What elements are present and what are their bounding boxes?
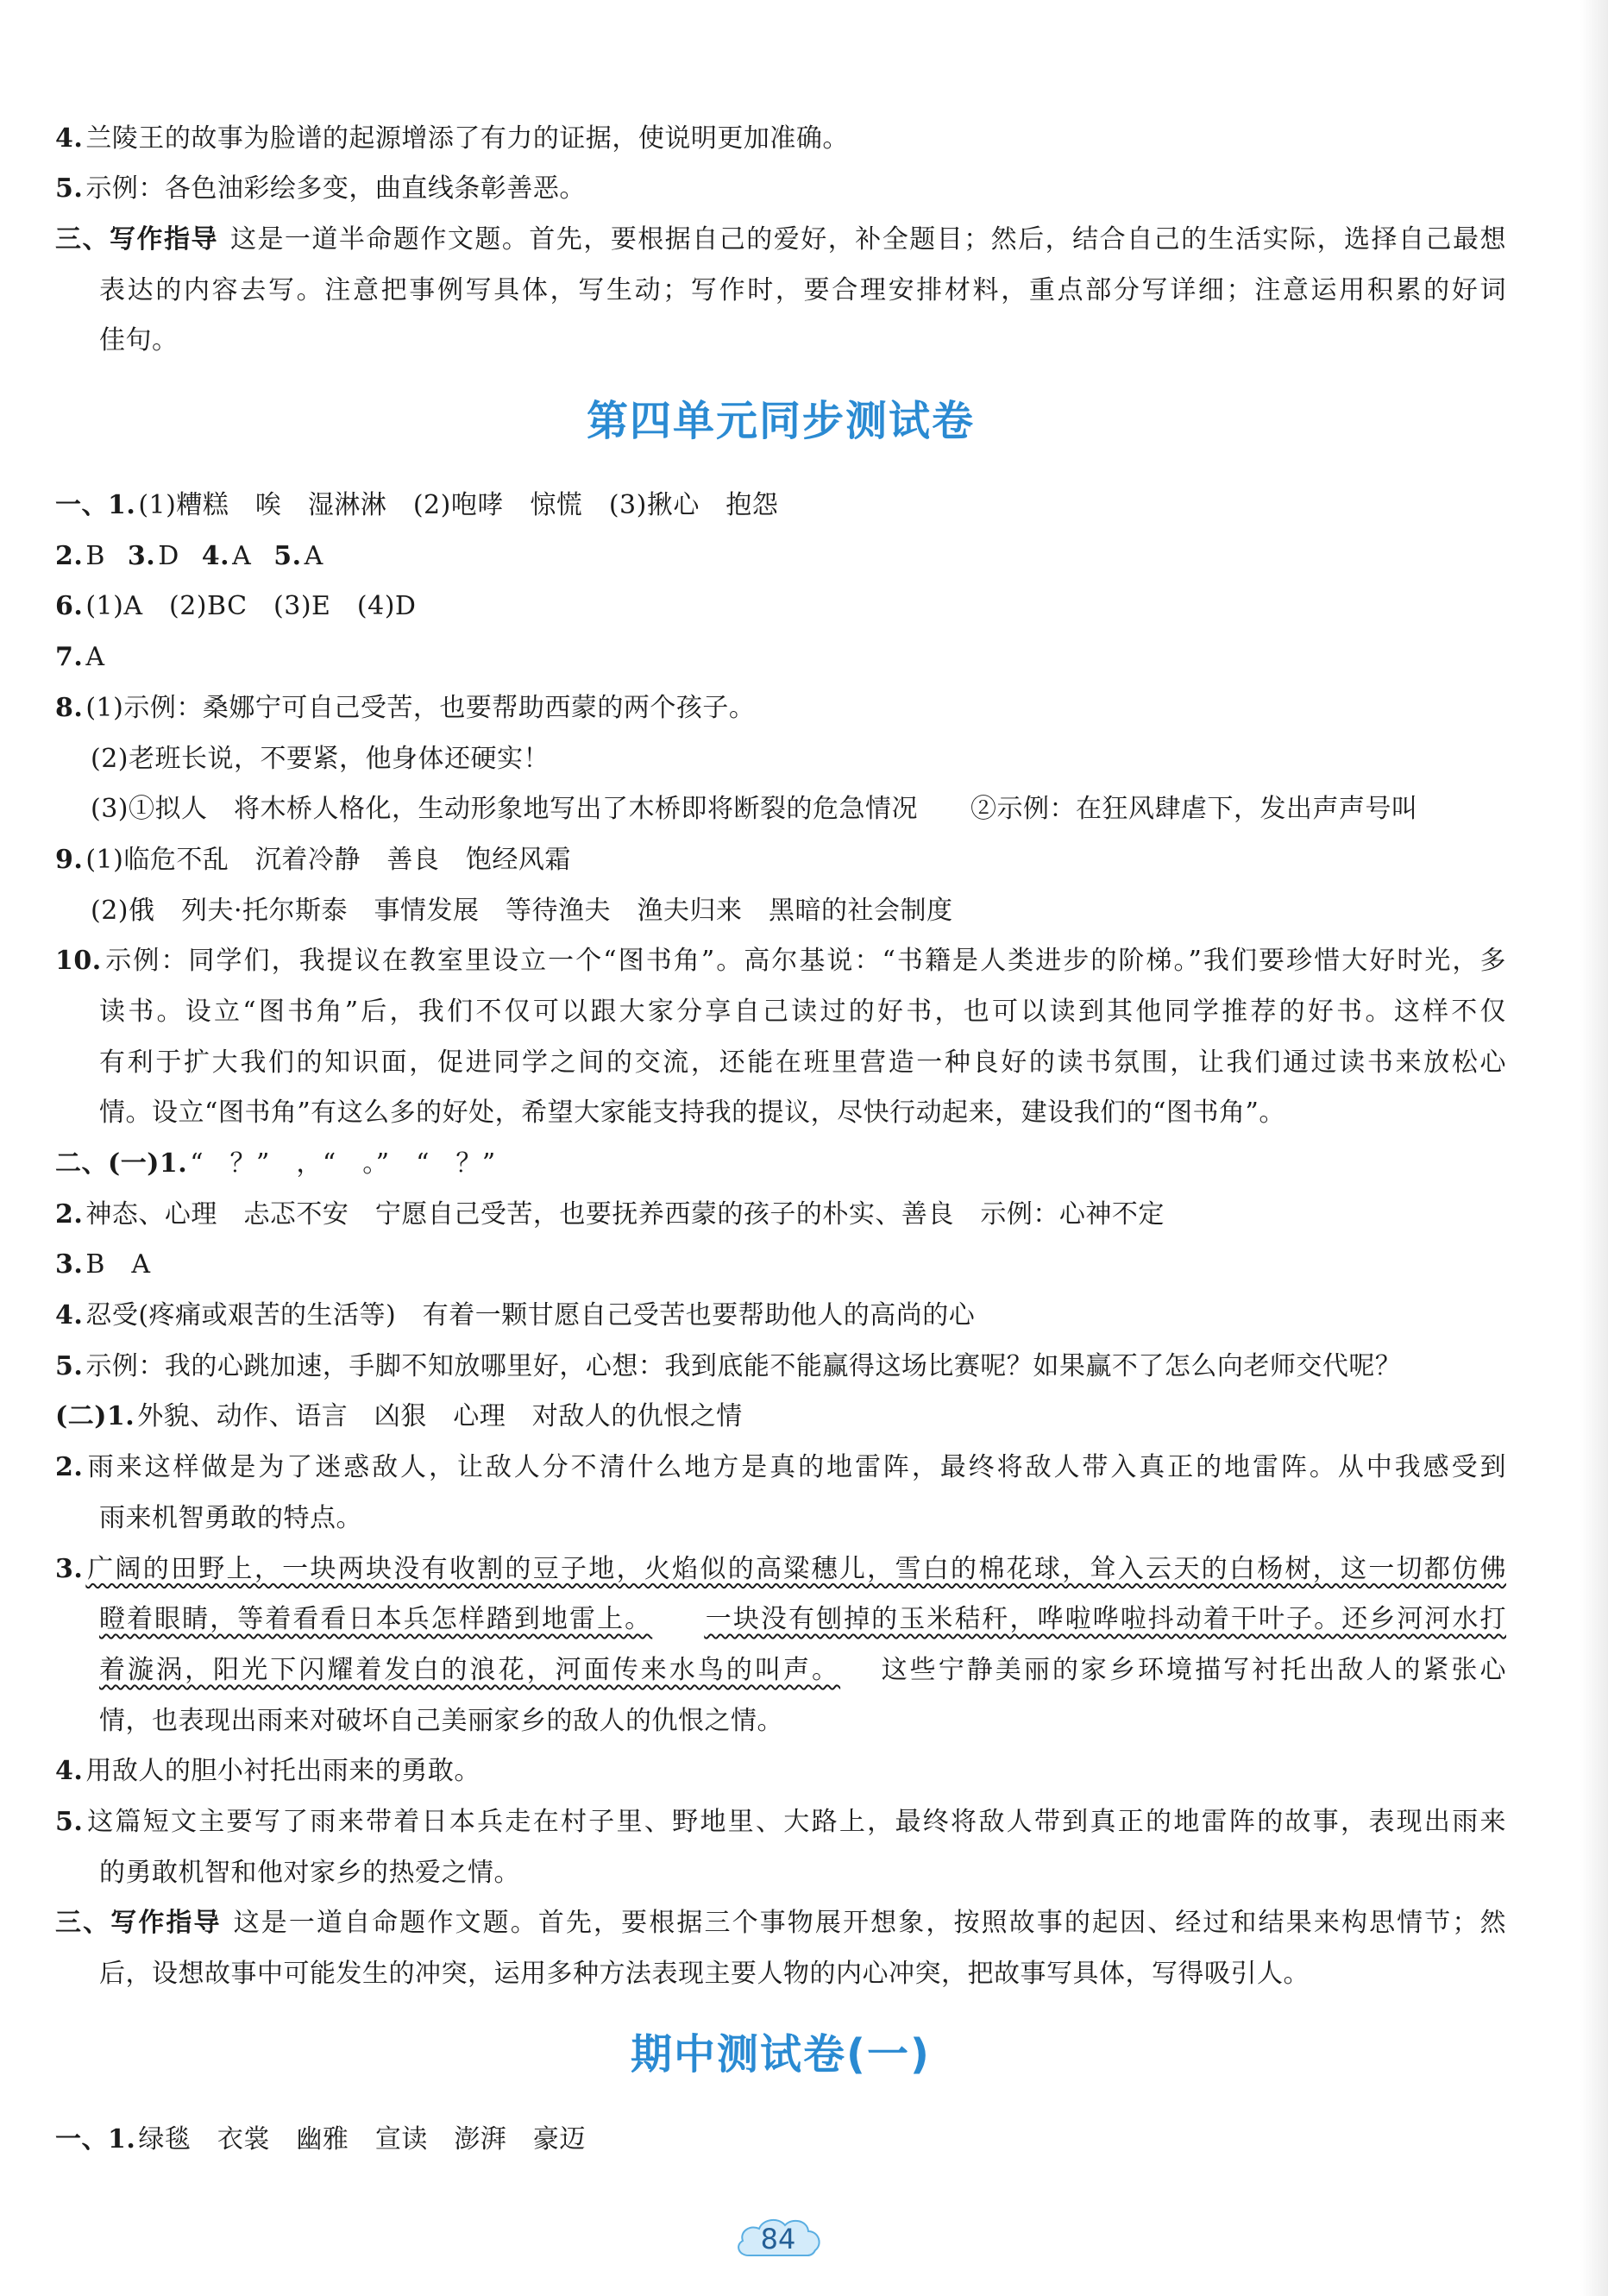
- question-number: 9.: [55, 844, 84, 875]
- choice-answer: A: [304, 540, 323, 571]
- u4-p2-s2-q5-line-2: [55, 1848, 1506, 1899]
- writing-guide-label: 三、写作指导: [55, 1908, 222, 1939]
- u4-p1-q8-line-3: [55, 784, 1506, 835]
- answer-text: 有利于扩大我们的知识面，促进同学之间的交流，还能在班里营造一种良好的读书氛围，让我们通过读书来放松心: [99, 1047, 1506, 1078]
- answer-text: (2)俄 列夫·托尔斯泰 事情发展 等待渔夫 渔夫归来 黑暗的社会制度: [91, 895, 953, 926]
- question-number: 4.: [55, 123, 84, 154]
- answer-text: 绿毯 衣裳 幽雅 宣读 澎湃 豪迈: [138, 2123, 586, 2154]
- question-number: 5.: [55, 1350, 84, 1381]
- prev-q4-line: [55, 114, 1506, 165]
- question-number: 3.: [55, 1249, 84, 1280]
- question-number: [55, 2124, 135, 2154]
- answer-text: (1)临危不乱 沉着冷静 善良 饱经风霜: [85, 844, 571, 875]
- question-number: 5.: [55, 173, 84, 204]
- part-label: 二、: [55, 1148, 108, 1179]
- u4-p1-q10-line-4: [55, 1088, 1506, 1139]
- question-number: 4.: [55, 1300, 84, 1331]
- answer-text: 后，设想故事中可能发生的冲突，运用多种方法表现主要人物的内心冲突，把故事写具体，写得吸引人。: [99, 1959, 1310, 1990]
- u4-p2-s2-q3-line-3: [55, 1645, 1506, 1696]
- prev-q5-line: [55, 164, 1506, 215]
- underlined-sentence: 瞪着眼睛，等着看看日本兵怎样踏到地雷上。: [99, 1604, 653, 1635]
- question-number: 10.: [55, 946, 102, 977]
- answer-text: 示例：各色油彩绘多变，曲直线条彰善恶。: [85, 173, 586, 204]
- question-number: 2.: [55, 1452, 84, 1483]
- u4-p1-q8-line-2: [55, 734, 1506, 785]
- item-number: 1.: [108, 2123, 136, 2154]
- scan-edge-shadow: [1580, 0, 1608, 2296]
- question-number: 2.: [55, 1198, 84, 1230]
- page-number: 84: [760, 2223, 796, 2255]
- answer-text: 示例：同学们，我提议在教室里设立一个“图书角”。高尔基说：“书籍是人类进步的阶梯。”我们要珍惜大好时光，多: [104, 946, 1506, 977]
- answer-text: 这是一道自命题作文题。首先，要根据三个事物展开想象，按照故事的起因、经过和结果来构思情节；然: [233, 1908, 1506, 1939]
- mid-p1-q1-line: [55, 2115, 1506, 2166]
- answer-text: “ ？” ，“ 。” “ ？”: [190, 1148, 496, 1179]
- u4-p2-s1-q5-line: [55, 1342, 1506, 1393]
- item-number: 1.: [106, 1401, 135, 1432]
- part-label: 一、: [55, 490, 108, 521]
- answer-text: (1)示例：桑娜宁可自己受苦，也要帮助西蒙的两个孩子。: [85, 692, 756, 723]
- u4-p2-s1-q1-line: [55, 1139, 1506, 1190]
- u4-writing-line-2: [55, 1949, 1506, 2000]
- answer-text: 读书。设立“图书角”后，我们不仅可以跟大家分享自己读过的好书，也可以读到其他同学推荐的好书。这样不仅: [99, 996, 1506, 1027]
- question-number: [55, 1148, 187, 1179]
- answer-text: 外貌、动作、语言 凶狠 心理 对敌人的仇恨之情: [137, 1401, 743, 1432]
- underlined-sentence: 广阔的田野上，一块两块没有收割的豆子地，火焰似的高粱穗儿，雪白的棉花球，耸入云天的白杨树，这一切都仿佛: [85, 1553, 1506, 1584]
- u4-writing-line-1: [55, 1898, 1506, 1949]
- answer-text: B A: [85, 1249, 151, 1280]
- question-number: 3.: [55, 1553, 84, 1584]
- question-number: 3.: [127, 540, 156, 571]
- question-number: 6.: [55, 591, 84, 622]
- answer-text: 用敌人的胆小衬托出雨来的勇敢。: [85, 1756, 481, 1787]
- underlined-sentence: 一块没有刨掉的玉米秸秆，哗啦哗啦抖动着干叶子。还乡河河水打: [704, 1604, 1506, 1635]
- u4-p2-s1-q2-line: [55, 1190, 1506, 1241]
- u4-p1-q8-line-1: [55, 683, 1506, 734]
- section-label: (二): [55, 1401, 107, 1432]
- answer-text: (3)①拟人 将木桥人格化，生动形象地写出了木桥即将断裂的危急情况 ②示例：在狂风肆虐下，发出声声号叫: [91, 794, 1418, 825]
- u4-p1-q9-line-2: [55, 886, 1506, 937]
- answer-text: (2)老班长说，不要紧，他身体还硬实！: [91, 743, 550, 774]
- prev-writing-line-2: [55, 266, 1506, 317]
- midterm-title: 期中测试卷(一): [631, 2029, 931, 2079]
- answer-text: 神态、心理 忐忑不安 宁愿自己受苦，也要抚养西蒙的孩子的朴实、善良 示例：心神不定: [85, 1198, 1165, 1230]
- question-number: 4.: [55, 1756, 84, 1787]
- answer-text: A: [85, 642, 105, 673]
- u4-p2-s1-q3-line: [55, 1240, 1506, 1291]
- question-number: 7.: [55, 642, 84, 673]
- answer-text: 的勇敢机智和他对家乡的热爱之情。: [99, 1857, 520, 1888]
- question-number: 4.: [201, 540, 230, 571]
- part-label: 一、: [55, 2123, 108, 2154]
- question-number: 5.: [55, 1806, 84, 1837]
- question-number: 2.: [55, 540, 84, 571]
- choice-answer: B: [85, 540, 105, 571]
- answer-key-content: [55, 114, 1506, 2166]
- question-number: [55, 490, 135, 520]
- item-number: 1.: [159, 1148, 188, 1179]
- section-label: (一): [108, 1148, 160, 1179]
- u4-p1-q1-line: [55, 481, 1506, 532]
- u4-p2-s2-q2-line-1: [55, 1443, 1506, 1494]
- question-number: 8.: [55, 692, 84, 723]
- answer-text: 这是一道半命题作文题。首先，要根据自己的爱好，补全题目；然后，结合自己的生活实际，选择自己最想: [229, 224, 1506, 255]
- answer-text: 这些宁静美丽的家乡环境描写衬托出敌人的紧张心: [879, 1654, 1506, 1685]
- answer-text: 示例：我的心跳加速，手脚不知放哪里好，心想：我到底能不能赢得这场比赛呢？如果赢不了怎么向老师交代呢？: [85, 1350, 1402, 1381]
- prev-writing-line-1: [55, 215, 1506, 266]
- u4-p1-q10-line-1: [55, 936, 1506, 987]
- answer-text: 表达的内容去写。注意把事例写具体，写生动；写作时，要合理安排材料，重点部分写详细；注意运用积累的好词: [99, 274, 1506, 305]
- question-number: 5.: [273, 540, 302, 571]
- u4-p1-q7-line: [55, 632, 1506, 683]
- answer-text: 这篇短文主要写了雨来带着日本兵走在村子里、野地里、大路上，最终将敌人带到真正的地雷阵的故事，表现出雨来: [85, 1806, 1506, 1837]
- u4-p1-q9-line-1: [55, 835, 1506, 886]
- u4-p2-s2-q3-line-1: [55, 1544, 1506, 1595]
- answer-text: 兰陵王的故事为脸谱的起源增添了有力的证据，使说明更加准确。: [85, 123, 849, 154]
- answer-text: 忍受(疼痛或艰苦的生活等) 有着一颗甘愿自己受苦也要帮助他人的高尚的心: [85, 1300, 976, 1331]
- u4-p1-q10-line-3: [55, 1038, 1506, 1089]
- underlined-sentence: 着漩涡，阳光下闪耀着发白的浪花，河面传来水鸟的叫声。: [99, 1654, 841, 1685]
- prev-writing-line-3: [55, 316, 1506, 367]
- u4-p1-q10-line-2: [55, 987, 1506, 1038]
- writing-guide-label: 三、写作指导: [55, 224, 218, 255]
- answer-text: 雨来机智勇敢的特点。: [99, 1502, 362, 1533]
- question-number: [55, 1401, 135, 1431]
- u4-p2-s2-q3-line-4: [55, 1696, 1506, 1747]
- answer-text: 情，也表现出雨来对破坏自己美丽家乡的敌人的仇恨之情。: [99, 1705, 783, 1736]
- u4-p2-s2-q5-line-1: [55, 1797, 1506, 1848]
- u4-p2-s2-q4-line: [55, 1746, 1506, 1797]
- item-number: 1.: [108, 490, 136, 521]
- choice-answer: A: [232, 540, 252, 571]
- unit4-title: 第四单元同步测试卷: [586, 397, 975, 446]
- answer-text: (1)糟糕 唉 湿淋淋 (2)咆哮 惊慌 (3)揪心 抱怨: [138, 490, 779, 521]
- answer-text: 佳句。: [99, 325, 179, 356]
- choice-answer: D: [158, 540, 179, 571]
- u4-p2-s2-q2-line-2: [55, 1494, 1506, 1544]
- u4-p2-s2-q3-line-2: [55, 1595, 1506, 1645]
- u4-p2-s2-q1-line: [55, 1392, 1506, 1443]
- u4-p1-choices-line: [55, 532, 1506, 582]
- page-number-badge: [730, 2212, 826, 2262]
- answer-text: 雨来这样做是为了迷惑敌人，让敌人分不清什么地方是真的地雷阵，最终将敌人带入真正的地雷阵。从中我感受到: [85, 1452, 1506, 1483]
- answer-text: (1)A (2)BC (3)E (4)D: [85, 591, 417, 622]
- answer-text: 情。设立“图书角”有这么多的好处，希望大家能支持我的提议，尽快行动起来，建设我们的“图书角”。: [99, 1098, 1285, 1129]
- u4-p2-s1-q4-line: [55, 1291, 1506, 1342]
- u4-p1-q6-line: [55, 582, 1506, 632]
